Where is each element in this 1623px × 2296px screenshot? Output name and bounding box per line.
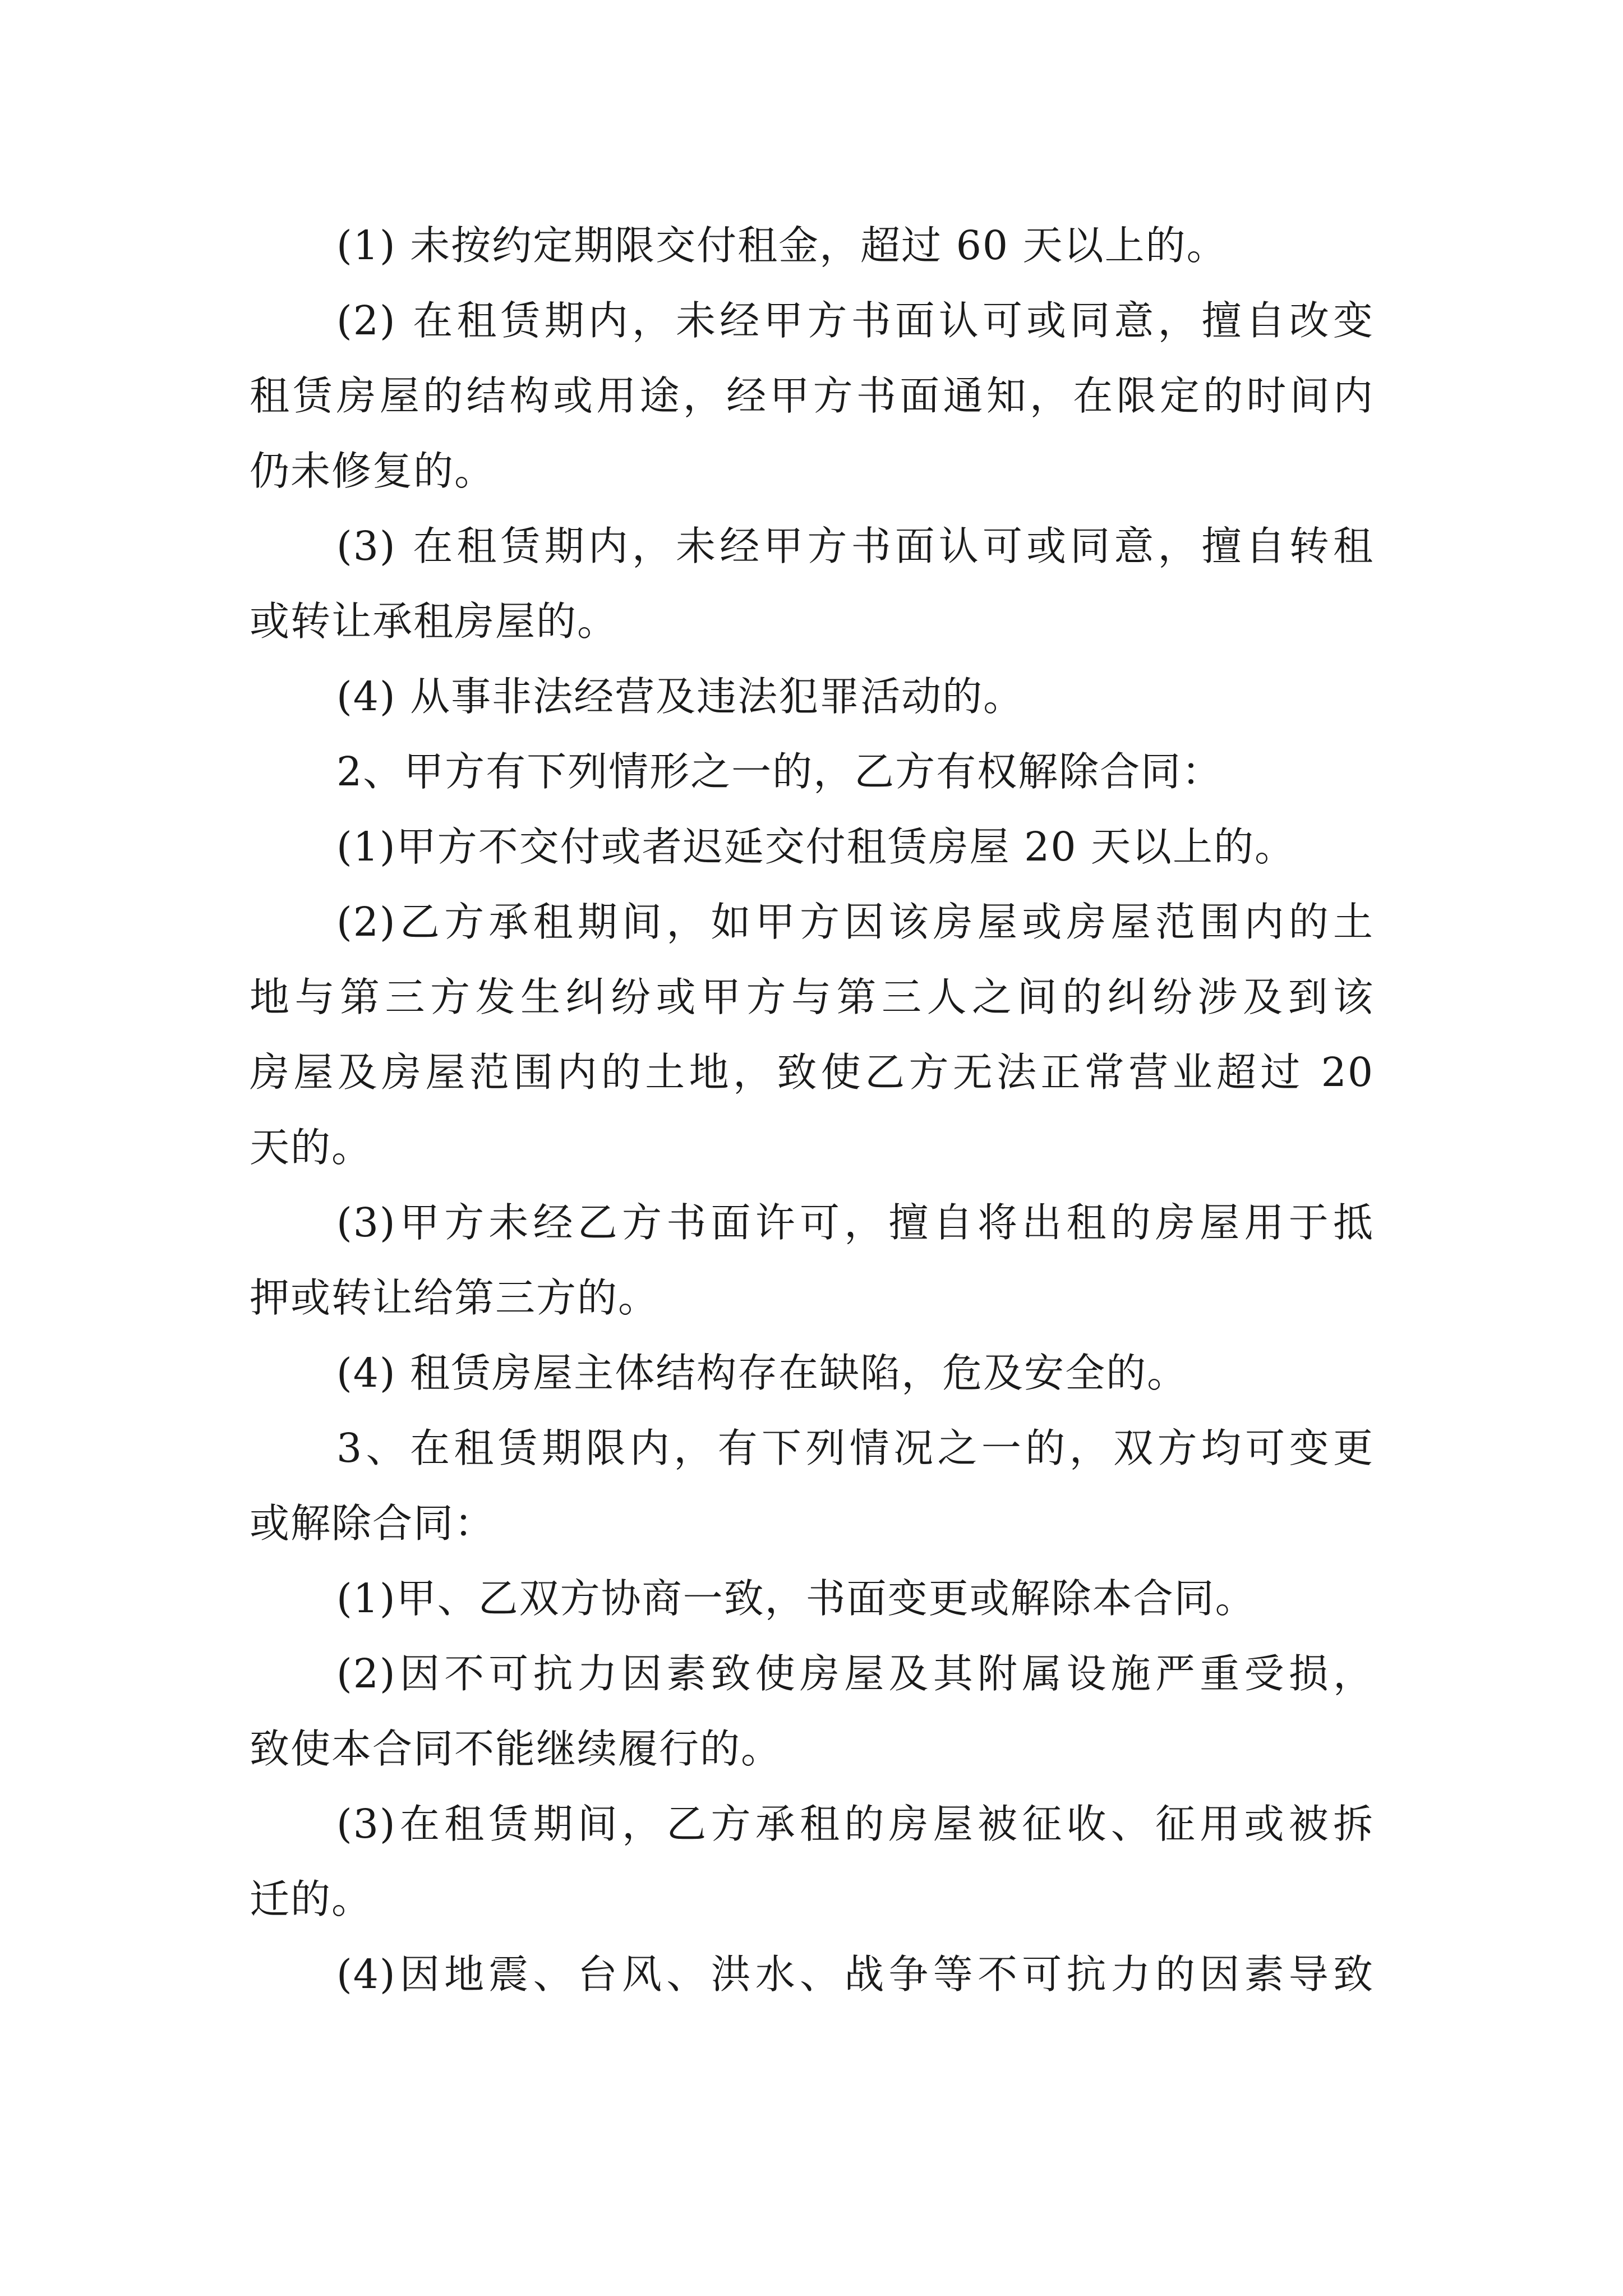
text-line: 或解除合同：	[250, 1500, 496, 1547]
text-line: (1)甲方不交付或者迟延交付租赁房屋 20 天以上的。	[336, 823, 1296, 870]
text-line: 或转让承租房屋的。	[250, 598, 619, 645]
text-line: (2)乙方承租期间，如甲方因该房屋或房屋范围内的土	[336, 899, 1374, 945]
text-line: (2)因不可抗力因素致使房屋及其附属设施严重受损，	[336, 1650, 1374, 1697]
text-line: (3)在租赁期间，乙方承租的房屋被征收、征用或被拆	[336, 1801, 1374, 1847]
text-line: 迁的。	[250, 1876, 373, 1922]
section-heading: 3、在租赁期限内，有下列情况之一的，双方均可变更	[336, 1425, 1374, 1471]
text-line: (1) 未按约定期限交付租金，超过 60 天以上的。	[336, 222, 1228, 269]
text-line: 租赁房屋的结构或用途，经甲方书面通知，在限定的时间内	[250, 372, 1374, 419]
text-line: (2) 在租赁期内，未经甲方书面认可或同意，擅自改变	[336, 297, 1374, 344]
text-line: 致使本合同不能继续履行的。	[250, 1726, 782, 1772]
section-heading: 2、甲方有下列情形之一的，乙方有权解除合同：	[336, 748, 1223, 795]
text-line: 房屋及房屋范围内的土地，致使乙方无法正常营业超过 20	[250, 1049, 1374, 1096]
text-line: 天的。	[250, 1124, 373, 1171]
text-line: 地与第三方发生纠纷或甲方与第三人之间的纠纷涉及到该	[250, 974, 1374, 1020]
text-line: (4)因地震、台风、洪水、战争等不可抗力的因素导致	[336, 1951, 1374, 1998]
text-line: (1)甲、乙双方协商一致，书面变更或解除本合同。	[336, 1575, 1256, 1622]
text-line: (4) 租赁房屋主体结构存在缺陷，危及安全的。	[336, 1350, 1188, 1396]
text-line: (3) 在租赁期内，未经甲方书面认可或同意，擅自转租	[336, 523, 1374, 569]
text-line: (4) 从事非法经营及违法犯罪活动的。	[336, 673, 1025, 720]
text-line: 仍未修复的。	[250, 448, 496, 494]
text-line: 押或转让给第三方的。	[250, 1274, 660, 1321]
text-line: (3)甲方未经乙方书面许可，擅自将出租的房屋用于抵	[336, 1199, 1374, 1246]
